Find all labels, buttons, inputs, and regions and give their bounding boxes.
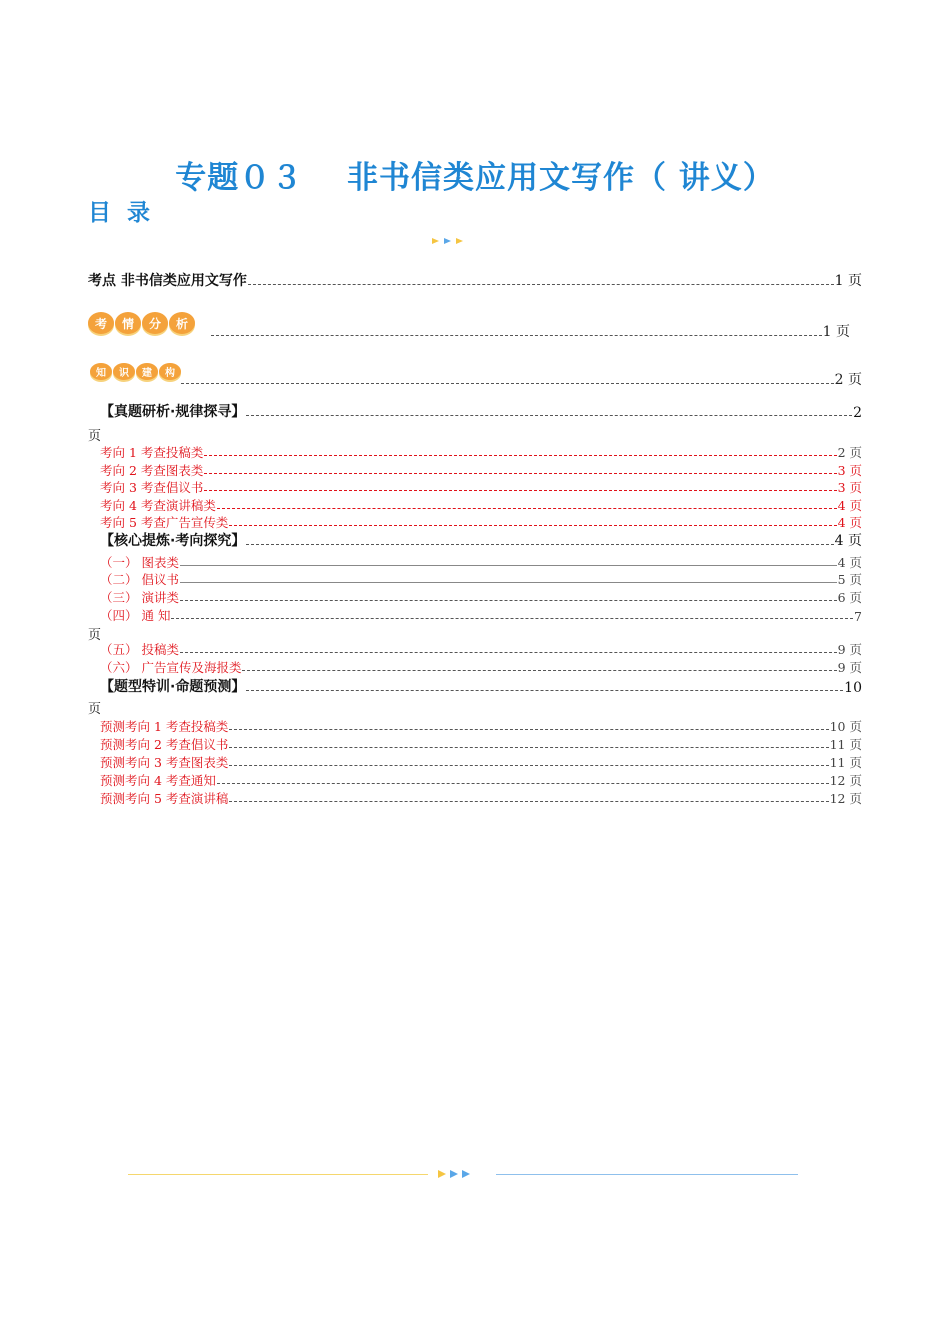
toc-row-hexin[interactable]: 【核心提炼·考向探究】 4 页 (100, 533, 862, 549)
toc-row-yuce-1[interactable]: 预测考向 1 考查投稿类 10 页 (100, 719, 862, 734)
badge-char: 析 (169, 312, 195, 334)
toc-row-yuce-2[interactable]: 预测考向 2 考查倡议书 11 页 (100, 737, 862, 752)
toc-row-yuce-3[interactable]: 预测考向 3 考查图表类 11 页 (100, 755, 862, 770)
document-title: 专题０３ 非书信类应用文写作（ 讲义） (175, 160, 775, 196)
toc-row-zhenti[interactable]: 【真题研析·规律探寻】 2 (100, 404, 862, 421)
kaoqing-fenxi-badge (88, 312, 195, 334)
leader-dots (246, 415, 852, 416)
leader-dots (242, 670, 836, 671)
zhishi-jiangou-badge (90, 363, 181, 380)
leader-dots (171, 618, 853, 619)
leader-dots (217, 783, 829, 784)
leader-dots (204, 473, 836, 474)
leader-dots (180, 652, 837, 653)
toc-row-kaoxiang-2[interactable]: 考向 2 考查图表类 3 页 (100, 463, 862, 478)
toc-row-kaodian[interactable]: 考点 非书信类应用文写作 1 页 (88, 273, 862, 289)
leader-dots (229, 729, 828, 730)
badge-char: 知 (90, 363, 112, 380)
toc-row-hexin-3[interactable]: （三） 演讲类 6 页 (100, 590, 862, 605)
leader-dots (229, 525, 836, 526)
leader-dots (217, 508, 837, 509)
toc-row-kaoqing[interactable]: 1 页 (210, 323, 850, 341)
toc-row-yuce-4[interactable]: 预测考向 4 考查通知 12 页 (100, 773, 862, 788)
leader-dots (229, 747, 828, 748)
leader-dots (204, 490, 836, 491)
leader-dots (180, 582, 837, 583)
badge-char: 考 (88, 312, 114, 334)
arrow-decoration-icon (430, 236, 470, 246)
badge-char: 分 (142, 312, 168, 334)
page-wrap: 页 (88, 702, 102, 717)
page-wrap: 页 (88, 628, 102, 643)
footer-rule-left (128, 1174, 428, 1175)
toc-heading: 目 录 (88, 200, 155, 226)
toc-row-yuce-5[interactable]: 预测考向 5 考查演讲稿 12 页 (100, 791, 862, 806)
toc-row-hexin-5[interactable]: （五） 投稿类 9 页 (100, 642, 862, 657)
toc-row-kaoxiang-4[interactable]: 考向 4 考查演讲稿类 4 页 (100, 498, 862, 513)
arrow-decoration-icon (436, 1168, 472, 1180)
leader-dots (229, 765, 828, 766)
leader-dots (204, 455, 836, 456)
toc-row-kaoxiang-1[interactable]: 考向 1 考查投稿类 2 页 (100, 445, 862, 460)
footer-rule-right (496, 1174, 798, 1175)
toc-row-tixing[interactable]: 【题型特训·命题预测】 10 (100, 679, 862, 696)
badge-char: 构 (159, 363, 181, 380)
leader-dots (246, 544, 833, 545)
toc-row-zhishi[interactable]: 2 页 (180, 371, 862, 389)
leader-dots (180, 565, 837, 566)
leader-dots (211, 335, 822, 336)
leader-dots (246, 690, 843, 691)
badge-char: 建 (136, 363, 158, 380)
page-wrap: 页 (88, 429, 102, 444)
badge-char: 情 (115, 312, 141, 334)
leader-dots (181, 383, 834, 384)
toc-row-hexin-6[interactable]: （六） 广告宣传及海报类 9 页 (100, 660, 862, 675)
toc-row-hexin-4[interactable]: （四） 通 知 7 (100, 608, 862, 624)
toc-row-hexin-1[interactable]: （一） 图表类 4 页 (100, 555, 862, 570)
leader-dots (248, 284, 834, 285)
leader-dots (229, 801, 828, 802)
leader-dots (180, 600, 837, 601)
toc-row-kaoxiang-3[interactable]: 考向 3 考查倡议书 3 页 (100, 480, 862, 495)
badge-char: 识 (113, 363, 135, 380)
toc-row-kaoxiang-5[interactable]: 考向 5 考查广告宣传类 4 页 (100, 515, 862, 530)
toc-row-hexin-2[interactable]: （二） 倡议书 5 页 (100, 572, 862, 587)
